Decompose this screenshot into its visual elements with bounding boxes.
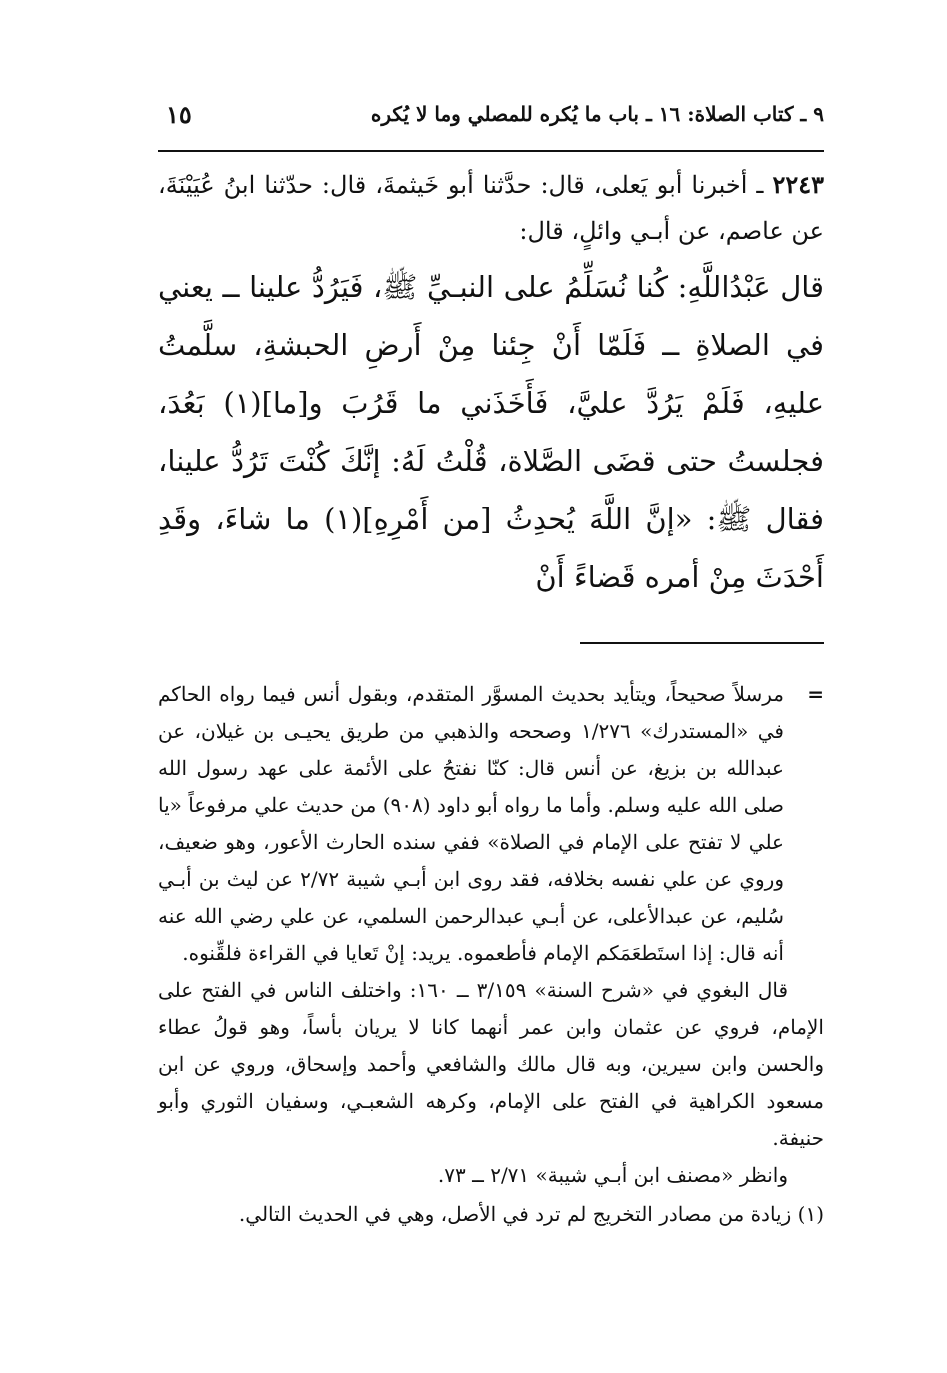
footnote-continued-paragraph <box>158 676 824 972</box>
footnote-paragraph-3: وانظر «مصنف ابن أبـي شيبة» ٢/٧١ ــ ٧٣. <box>437 1163 788 1187</box>
footnote-rule <box>580 642 824 644</box>
footnotes <box>158 676 824 1233</box>
page-number: ١٥ <box>166 100 192 129</box>
footnote-paragraph-2: قال البغوي في «شرح السنة» ٣/١٥٩ ــ ١٦٠: واختلف الناس في الفتح على الإمام، فروي عن عثمان وابن عمر أنهما كانا لا يريان بأساً، وهو قولُ عطاء والحسن وابن سيرين، وبه قال مالك والشافعي وأحمد وإسحاق، وروي عن ابن مسعود الكراهية في الفتح على الإمام، وكرهه الشعبـي، وسفيان الثوري وأبو حنيفة. <box>158 978 825 1150</box>
continuation-mark: = <box>807 682 824 706</box>
hadith-isnad <box>158 162 824 254</box>
hadith-number: ٢٢٤٣ <box>772 170 824 199</box>
main-text <box>158 162 824 606</box>
hadith-matn: قال عَبْدُاللَّهِ: كُنا نُسَلِّمُ على النبـيِّ ﷺ، فَيَرُدُّ علينا ــ يعني في الصلاةِ ــ فَلَمّا أَنْ جِئنا مِنْ أَرضِ الحبشةِ، سلَّمتُ عليهِ، فَلَمْ يَرُدَّ عليَّ، فَأَخَذَني ما قَرُبَ و[ما](١) بَعُدَ، فجلستُ حتى قضَى الصَّلاة، قُلْتُ لَهُ: إنَّكَ كُنْتَ تَرُدُّ علينا، فقال ﷺ: «إنَّ اللَّهَ يُحدِثُ [من أَمْرِهِ](١) ما شاءَ، وقَدِ أَحْدَثَ مِنْ أمره قَضاءً أَنْ <box>158 270 825 594</box>
page-header <box>158 100 824 140</box>
running-title: ٩ ـ كتاب الصلاة: ١٦ ـ باب ما يُكره للمصلي وما لا يُكره <box>370 102 824 126</box>
footnote-1: (١) زيادة من مصادر التخريج لم ترد في الأصل، وهي في الحديث التالي. <box>238 1202 824 1226</box>
footnote-paragraph-1: مرسلاً صحيحاً، ويتأيد بحديث المسوَّر المتقدم، وبقول أنس فيما رواه الحاكم في «المستدرك» ١/٢٧٦ وصححه والذهبي من طريق يحيـى بن غيلان، عن عبدالله بن بزيغ، عن أنس قال: كنّا نفتحُ على الأئمة على عهد رسول الله صلى الله عليه وسلم. وأما ما رواه أبو داود (٩٠٨) من حديث علي مرفوعاً «يا علي لا تفتح على الإمام في الصلاة» ففي سنده الحارث الأعور، وهو ضعيف، وروي عن علي نفسه بخلافه، فقد روى ابن أبـي شيبة ٢/٧٢ عن ليث بن أبـي سُليم، عن عبدالأعلى، عن أبـي عبدالرحمن السلمي، عن علي رضي الله عنه أنه قال: إذا استَطعَمَكم الإمام فأطعموه. يريد: إنْ تَعايا في القراءة فلقِّنوه. <box>158 682 785 965</box>
isnad-text: ـ أخبرنا أبو يَعلى، قال: حدَّثنا أبو خَيثمةَ، قال: حدّثنا ابنُ عُيَيْنَةَ، عن عاصم، عن أبـي وائلٍ، قال: <box>158 171 824 245</box>
header-rule <box>158 150 824 152</box>
